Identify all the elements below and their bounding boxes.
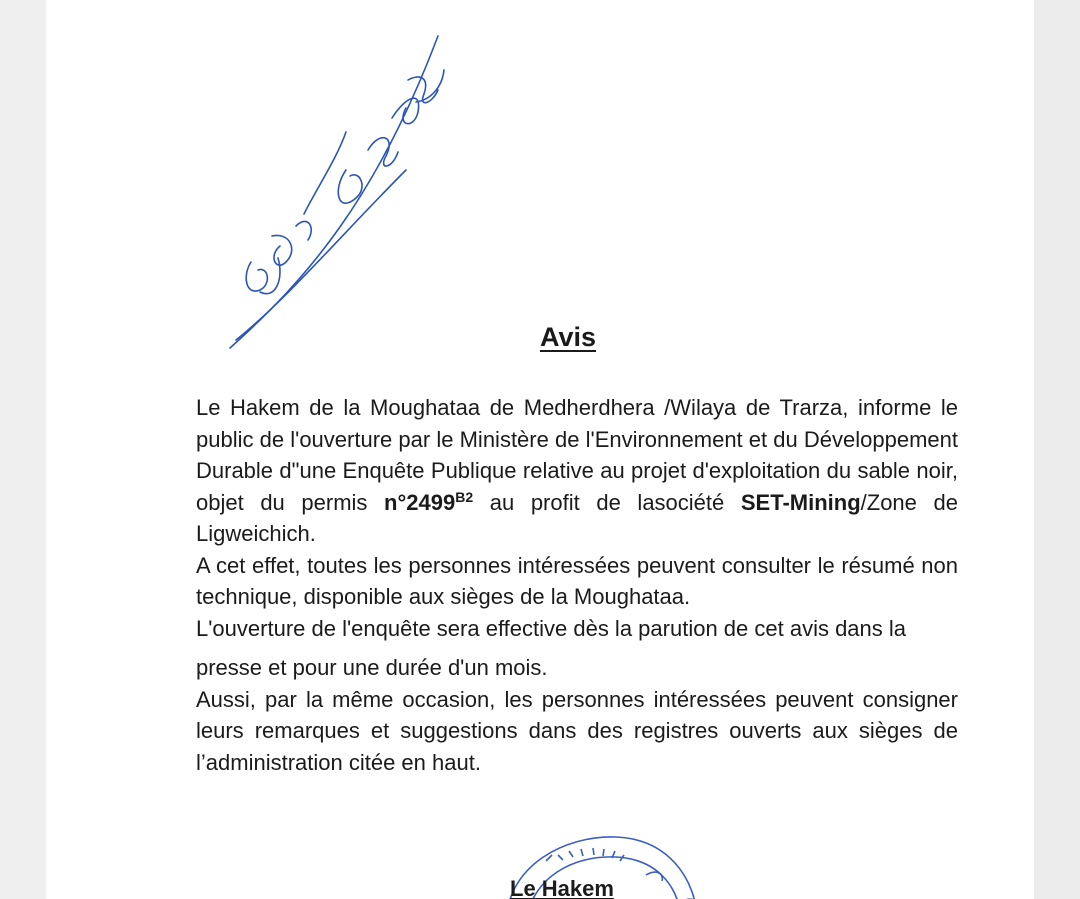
paragraph-consult: A cet effet, toutes les personnes intéressées peuvent consulter le résumé non technique, disponible aux sièges de la Moughataa. — [196, 552, 958, 609]
paragraph-intro — [196, 392, 958, 550]
paragraph-duration: presse et pour une durée d'un mois. — [196, 655, 548, 680]
scan-margin-right — [1034, 0, 1080, 899]
intro-text: Le Hakem de la Moughataa de Medherdhera /Wilaya de Trarza, informe le public de l'ouverture par le Ministère de l'Environnement et du Développement Durable d"une Enquête Publique relative au projet d'exploitation du sable noir, objet du permis — [196, 395, 958, 515]
notice-body — [196, 392, 958, 778]
document-page — [46, 0, 1034, 899]
page-title: Avis — [540, 322, 597, 352]
signature-label: Le Hakem — [510, 876, 614, 899]
paragraph-opening: L'ouverture de l'enquête sera effective dès la parution de cet avis dans la — [196, 615, 907, 641]
permit-suffix: B2 — [455, 488, 474, 505]
intro-middle: au profit de lasociété — [473, 489, 741, 515]
paragraph-gap — [196, 644, 958, 652]
intro-after: /Zone de Ligweichich. — [196, 489, 958, 546]
paragraph-registers: Aussi, par la même occasion, les personnes intéressées peuvent consigner leurs remarques et suggestions dans des registres ouverts aux sièges de l’administration citée en haut. — [196, 686, 958, 775]
permit-number: n°2499 — [384, 489, 456, 515]
scan-margin-left — [0, 0, 46, 899]
company-name: SET-Mining — [740, 489, 861, 515]
